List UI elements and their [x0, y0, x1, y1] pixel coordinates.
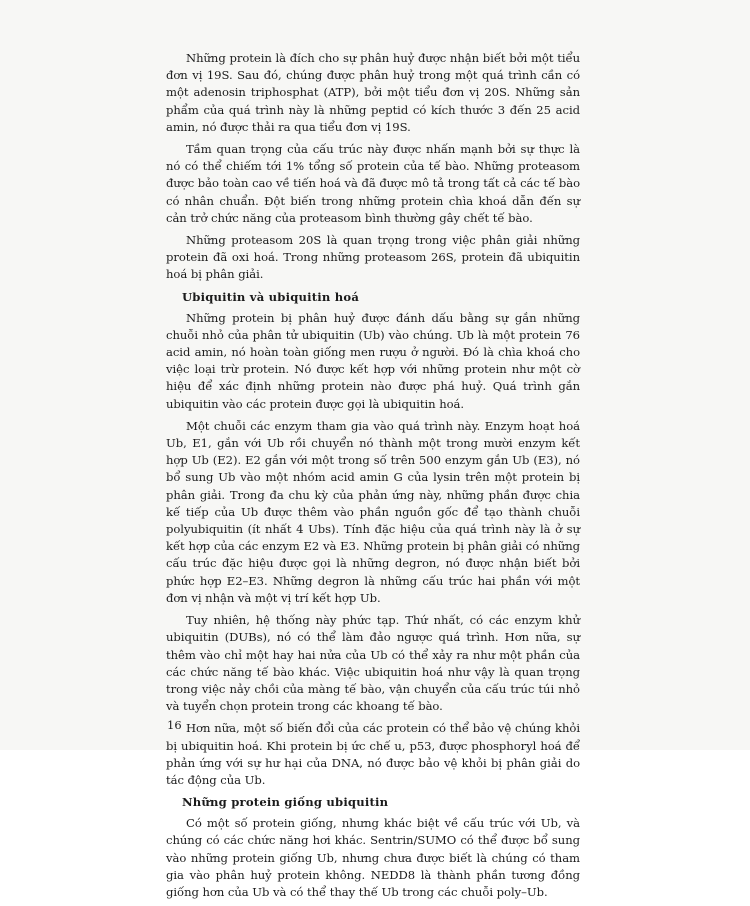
paragraph: Những protein là đích cho sự phân huỷ được nhận biết bởi một tiểu đơn vị 19S. Sau đó, chúng được phân huỷ trong một quá trình cần có một adenosin triphosphat (ATP), bởi một tiểu đơn vị 20S. Những sản phẩm của quá trình này là những peptid có kích thước 3 đến 25 acid amin, nó được thải ra qua tiểu đơn vị 19S. [166, 51, 580, 134]
section-heading-ubiquitin-like: Những protein giống ubiquitin [182, 795, 389, 810]
paragraph: Một chuỗi các enzym tham gia vào quá trình này. Enzym hoạt hoá Ub, E1, gắn với Ub rồi chuyển nó thành một trong mười enzym kết hợp Ub (E2). E2 gắn với một trong số trên 500 enzym gắn Ub (E3), nó bổ sung Ub vào một nhóm acid amin G của lysin trên một protein bị phân giải. Trong đa chu kỳ của phản ứng này, những phần được chia kế tiếp của Ub được thêm vào phần nguồn gốc để tạo thành chuỗi polyubiquitin (ít nhất 4 Ubs). Tính đặc hiệu của quá trình này là ở sự kết hợp của các enzym E2 và E3. Những protein bị phân giải có những cấu trúc đặc hiệu được gọi là những degron, nó được nhận biết bởi phức hợp E2–E3. Những degron là những cấu trúc hai phần với một đơn vị nhận và một vị trí kết hợp Ub. [166, 418, 580, 605]
page-body [166, 50, 580, 906]
paragraph: Tuy nhiên, hệ thống này phức tạp. Thứ nhất, có các enzym khử ubiquitin (DUBs), nó có thể làm đảo ngược quá trình. Hơn nữa, sự thêm vào chỉ một hay hai nửa của Ub có thể xảy ra như một phần của các chức năng tế bào khác. Việc ubiquitin hoá như vậy là quan trọng trong việc nảy chồi của màng tế bào, vận chuyển của cấu trúc túi nhỏ và tuyển chọn protein trong các khoang tế bào. [166, 613, 580, 714]
paragraph: Những proteasom 20S là quan trọng trong việc phân giải những protein đã oxi hoá. Trong những proteasom 26S, protein đã ubiquitin hoá bị phân giải. [166, 233, 580, 282]
page-number: 16 [167, 718, 182, 732]
section-heading-ubiquitin: Ubiquitin và ubiquitin hoá [182, 289, 360, 304]
paragraph: Có một số protein giống, nhưng khác biệt về cấu trúc với Ub, và chúng có các chức năng hơi khác. Sentrin/SUMO có thể được bổ sung vào những protein giống Ub, nhưng chưa được biết là chúng có tham gia vào phân huỷ protein không. NEDD8 là thành phần tương đồng giống hơn của Ub và có thể thay thế Ub trong các chuỗi poly–Ub. [166, 816, 580, 899]
paragraph: Hơn nữa, một số biến đổi của các protein có thể bảo vệ chúng khỏi bị ubiquitin hoá. Khi protein bị ức chế u, p53, được phosphoryl hoá để phản ứng với sự hư hại của DNA, nó được bảo vệ khỏi bị phân giải do tác động của Ub. [166, 721, 580, 787]
paragraph: Tầm quan trọng của cấu trúc này được nhấn mạnh bởi sự thực là nó có thể chiếm tới 1% tổng số protein của tế bào. Những proteasom được bảo toàn cao về tiến hoá và đã được mô tả trong tất cả các tế bào có nhân chuẩn. Đột biến trong những protein chìa khoá dẫn đến sự cản trở chức năng của proteasom bình thường gây chết tế bào. [166, 142, 580, 225]
paragraph: Những protein bị phân huỷ được đánh dấu bằng sự gắn những chuỗi nhỏ của phân tử ubiquitin (Ub) vào chúng. Ub là một protein 76 acid amin, nó hoàn toàn giống men rượu ở người. Đó là chìa khoá cho việc loại trừ protein. Nó được kết hợp với những protein như một cờ hiệu để xác định những protein nào được phá huỷ. Quá trình gắn ubiquitin vào các protein được gọi là ubiquitin hoá. [166, 310, 580, 411]
